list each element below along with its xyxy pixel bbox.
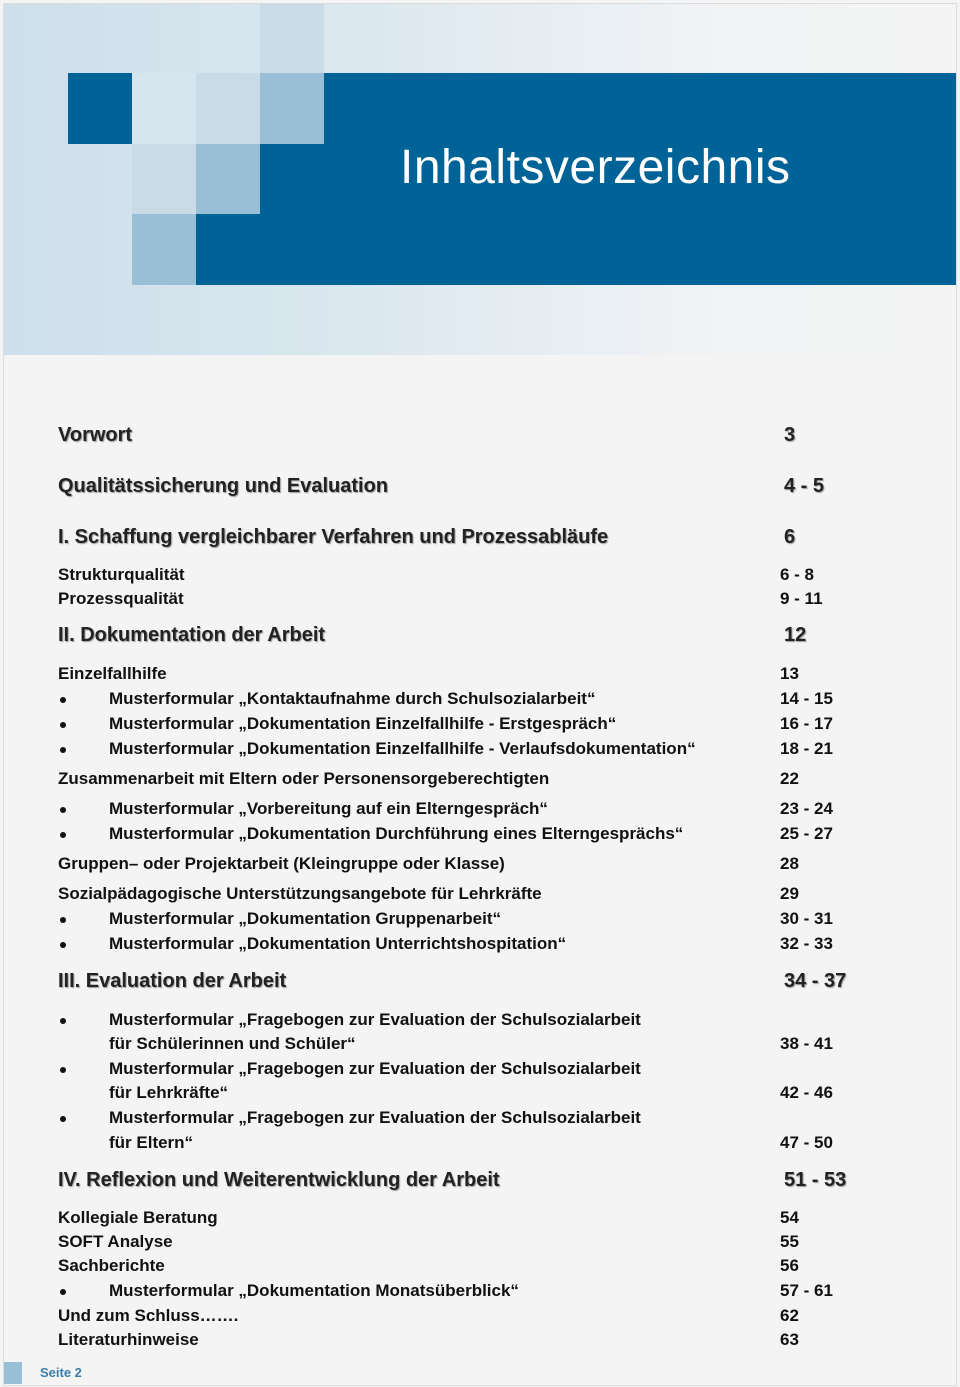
toc-entry-title: I. Schaffung vergleichbarer Verfahren und Prozessabläufe bbox=[58, 526, 609, 548]
bullet-icon bbox=[60, 722, 66, 728]
toc-entry-title: SOFT Analyse bbox=[58, 1232, 173, 1251]
decor-square bbox=[132, 73, 196, 144]
decor-square bbox=[196, 144, 260, 214]
toc-entry-title: Musterformular „Dokumentation Durchführung eines Elterngesprächs“ bbox=[109, 824, 684, 843]
toc-entry bbox=[58, 1208, 960, 1232]
toc-entry-title: III. Evaluation der Arbeit bbox=[58, 970, 287, 992]
toc-entry-page: 3 bbox=[784, 424, 796, 446]
toc-entry bbox=[58, 1256, 960, 1280]
toc-entry bbox=[58, 884, 960, 908]
toc-entry-page: 23 - 24 bbox=[780, 799, 833, 818]
toc-entry bbox=[58, 689, 960, 713]
toc-entry-page: 30 - 31 bbox=[780, 909, 833, 928]
toc-entry bbox=[58, 769, 960, 793]
toc-entry-title: Musterformular „Dokumentation Einzelfallhilfe - Verlaufsdokumentation“ bbox=[109, 739, 696, 758]
toc-entry bbox=[58, 714, 960, 738]
toc-entry bbox=[58, 799, 960, 823]
decor-square bbox=[196, 73, 260, 144]
toc-entry-page: 63 bbox=[780, 1330, 799, 1349]
toc-entry-page: 6 - 8 bbox=[780, 565, 815, 584]
toc-entry-title: Vorwort bbox=[58, 424, 133, 446]
decor-square bbox=[132, 144, 196, 214]
title-band-step bbox=[260, 144, 324, 285]
bullet-icon bbox=[60, 1067, 66, 1073]
toc-entry-title: Und zum Schluss……. bbox=[58, 1306, 239, 1325]
bullet-icon bbox=[60, 1289, 66, 1295]
toc-entry bbox=[58, 824, 960, 848]
toc-entry bbox=[58, 664, 960, 688]
footer-square bbox=[4, 1362, 22, 1384]
toc-entry-title: Musterformular „Fragebogen zur Evaluation der Schulsozialarbeit bbox=[109, 1059, 641, 1078]
toc-entry-page: 62 bbox=[780, 1306, 799, 1325]
toc-entry-page: 32 - 33 bbox=[780, 934, 833, 953]
toc-entry bbox=[58, 1232, 960, 1256]
toc-entry-title: Sozialpädagogische Unterstützungsangebote für Lehrkräfte bbox=[58, 884, 542, 903]
toc-entry-page: 56 bbox=[780, 1256, 799, 1275]
bullet-icon bbox=[60, 832, 66, 838]
bullet-icon bbox=[60, 747, 66, 753]
toc-entry bbox=[58, 565, 960, 589]
toc-entry-page: 54 bbox=[780, 1208, 799, 1227]
toc-entry-page: 12 bbox=[784, 624, 807, 646]
toc-entry bbox=[58, 854, 960, 878]
toc-heading bbox=[58, 970, 960, 994]
toc-entry-page: 16 - 17 bbox=[780, 714, 833, 733]
toc-entry-page: 51 - 53 bbox=[784, 1169, 847, 1191]
toc-entry-title: Musterformular „Fragebogen zur Evaluation der Schulsozialarbeit bbox=[109, 1010, 641, 1029]
toc-entry bbox=[58, 1281, 960, 1305]
toc-entry-page: 57 - 61 bbox=[780, 1281, 833, 1300]
toc-entry-title: Zusammenarbeit mit Eltern oder Personensorgeberechtigten bbox=[58, 769, 550, 788]
toc-entry-title: für Schülerinnen und Schüler“ bbox=[109, 1034, 356, 1053]
toc-entry-title: Musterformular „Dokumentation Einzelfallhilfe - Erstgespräch“ bbox=[109, 714, 617, 733]
bullet-icon bbox=[60, 807, 66, 813]
toc-entry-title: Gruppen– oder Projektarbeit (Kleingruppe oder Klasse) bbox=[58, 854, 505, 873]
bullet-icon bbox=[60, 1018, 66, 1024]
toc-entry-page: 18 - 21 bbox=[780, 739, 833, 758]
decor-square bbox=[132, 214, 196, 285]
toc-entry-page: 34 - 37 bbox=[784, 970, 847, 992]
toc-entry-title: für Eltern“ bbox=[109, 1133, 194, 1152]
toc-entry-page: 47 - 50 bbox=[780, 1133, 833, 1152]
toc-entry bbox=[58, 739, 960, 763]
decor-square bbox=[68, 73, 132, 144]
toc-entry-title: Musterformular „Dokumentation Unterrichtshospitation“ bbox=[109, 934, 567, 953]
toc-heading bbox=[58, 1169, 960, 1193]
toc-heading bbox=[58, 475, 960, 499]
toc-heading bbox=[58, 624, 960, 648]
toc-entry-page: 28 bbox=[780, 854, 799, 873]
title-band-step bbox=[196, 214, 260, 285]
toc-entry-title: Musterformular „Dokumentation Gruppenarbeit“ bbox=[109, 909, 501, 928]
toc-entry-page: 29 bbox=[780, 884, 799, 903]
decor-square bbox=[260, 73, 324, 144]
toc-entry bbox=[58, 909, 960, 933]
toc-entry bbox=[58, 1306, 960, 1330]
toc-entry bbox=[58, 1330, 960, 1354]
toc-entry bbox=[58, 1059, 960, 1083]
bullet-icon bbox=[60, 942, 66, 948]
toc-entry-page: 38 - 41 bbox=[780, 1034, 833, 1053]
toc-entry bbox=[58, 1034, 960, 1058]
toc-entry-title: Musterformular „Fragebogen zur Evaluation der Schulsozialarbeit bbox=[109, 1108, 641, 1127]
toc-entry-title: Sachberichte bbox=[58, 1256, 165, 1275]
toc-entry-title: Einzelfallhilfe bbox=[58, 664, 167, 683]
bullet-icon bbox=[60, 1116, 66, 1122]
toc-heading bbox=[58, 424, 960, 448]
toc-entry-page: 14 - 15 bbox=[780, 689, 833, 708]
toc-entry-title: Musterformular „Dokumentation Monatsüberblick“ bbox=[109, 1281, 519, 1300]
toc-entry-page: 6 bbox=[784, 526, 796, 548]
toc-entry-page: 22 bbox=[780, 769, 799, 788]
toc-entry-page: 13 bbox=[780, 664, 799, 683]
toc-entry-title: Strukturqualität bbox=[58, 565, 185, 584]
toc-entry bbox=[58, 1108, 960, 1132]
toc-entry-title: IV. Reflexion und Weiterentwicklung der Arbeit bbox=[58, 1169, 500, 1191]
toc-heading bbox=[58, 526, 960, 550]
toc-entry-title: Musterformular „Vorbereitung auf ein Elterngespräch“ bbox=[109, 799, 548, 818]
toc-entry-page: 4 - 5 bbox=[784, 475, 825, 497]
toc-entry-title: II. Dokumentation der Arbeit bbox=[58, 624, 326, 646]
toc-entry-page: 55 bbox=[780, 1232, 799, 1251]
page-number: Seite 2 bbox=[40, 1365, 82, 1380]
toc-entry-title: Prozessqualität bbox=[58, 589, 184, 608]
toc-entry bbox=[58, 1133, 960, 1157]
toc-entry-page: 9 - 11 bbox=[780, 589, 823, 608]
toc-entry-title: Kollegiale Beratung bbox=[58, 1208, 218, 1227]
page-title: Inhaltsverzeichnis bbox=[400, 141, 791, 194]
decor-square bbox=[260, 4, 324, 73]
toc-entry-page: 42 - 46 bbox=[780, 1083, 833, 1102]
toc-entry bbox=[58, 1083, 960, 1107]
toc-entry bbox=[58, 934, 960, 958]
toc-entry-page: 25 - 27 bbox=[780, 824, 833, 843]
toc-entry-title: für Lehrkräfte“ bbox=[109, 1083, 229, 1102]
bullet-icon bbox=[60, 697, 66, 703]
toc-entry-title: Musterformular „Kontaktaufnahme durch Schulsozialarbeit“ bbox=[109, 689, 596, 708]
toc-entry bbox=[58, 1010, 960, 1034]
toc-entry-title: Qualitätssicherung und Evaluation bbox=[58, 475, 389, 497]
toc-entry bbox=[58, 589, 960, 613]
bullet-icon bbox=[60, 917, 66, 923]
toc-entry-title: Literaturhinweise bbox=[58, 1330, 199, 1349]
